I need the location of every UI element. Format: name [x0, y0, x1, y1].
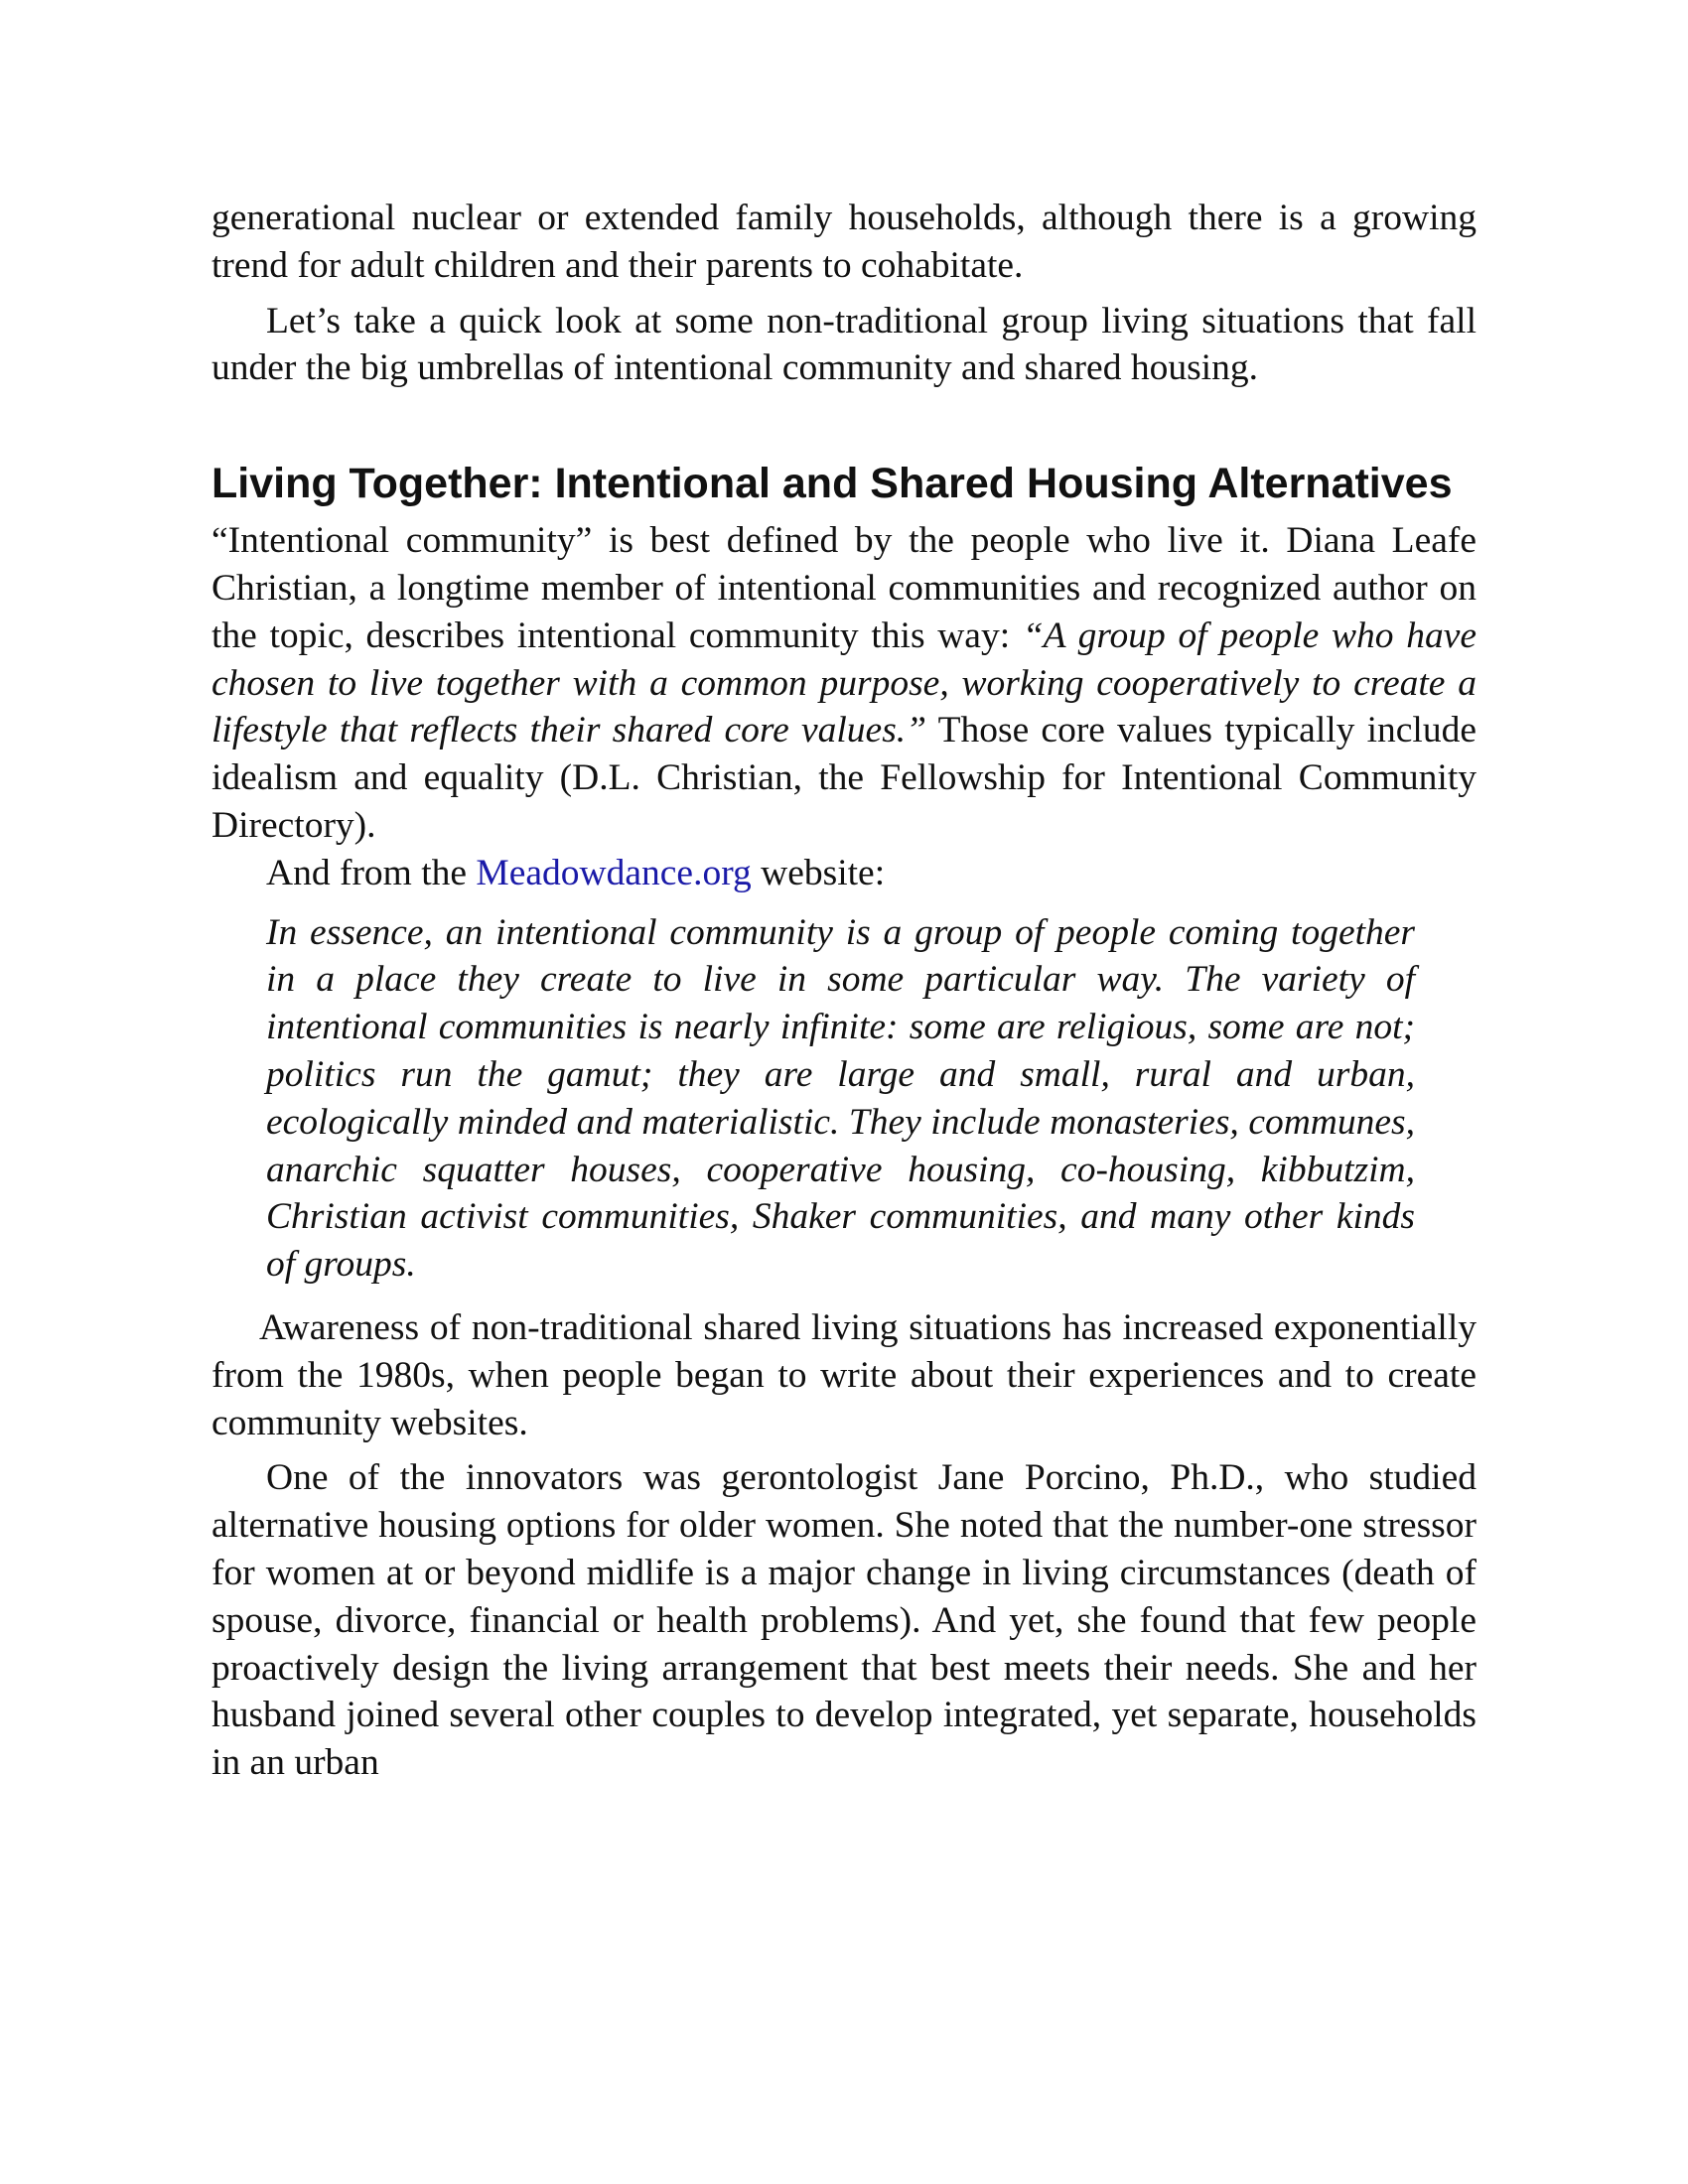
definition-lead: “Intentional community” is best defined by the people who live it. Diana Leafe Christian, a longtime member of intentional communities and recognized author on the topic, describes intentional community this way:	[211, 520, 1477, 656]
meadowdance-blockquote: In essence, an intentional community is a group of people coming together in a place they create to live in some particular way. The variety of intentional communities is nearly infinite: some are religious, some are not; politics run the gamut; they are large and small, rural and urban, ecologically minded and materialistic. They include monasteries, communes, anarchic squatter houses, cooperative housing, co-housing, kibbutzim, Christian activist communities, Shaker communities, and many other kinds of groups.	[266, 911, 1415, 1286]
innovators-paragraph: One of the innovators was gerontologist Jane Porcino, Ph.D., who studied alternative housing options for older women. She noted that the number-one stressor for women at or beyond midlife is a major change in living circumstances (death of spouse, divorce, financial or health problems). And yet, she found that few people proactively design the living arrangement that best meets their needs. She and her husband joined several other couples to develop integrated, yet separate, households in an urban	[211, 1457, 1477, 1784]
intro-paragraph: Let’s take a quick look at some non-traditional group living situations that fall under the big umbrellas of intentional community and shared housing.	[211, 300, 1477, 389]
section-heading: Living Together: Intentional and Shared Housing Alternatives	[211, 460, 1453, 508]
document-page	[211, 195, 1477, 1787]
website-intro-after: website:	[751, 852, 886, 893]
definition-tail: Those core values typically include idealism and equality (D.L. Christian, the Fellowship for Intentional Community Directory).	[211, 710, 1477, 846]
definition-paragraph	[211, 517, 1477, 850]
christian-quote: “A group of people who have chosen to live together with a common purpose, working cooperatively to create a lifestyle that reflects their shared core values.”	[211, 614, 1477, 751]
continuation-paragraph: generational nuclear or extended family households, although there is a growing trend for adult children and their parents to cohabitate.	[211, 198, 1477, 286]
website-intro-before: And from the	[266, 852, 477, 893]
website-intro-paragraph	[211, 850, 1477, 897]
awareness-paragraph: Awareness of non-traditional shared living situations has increased exponentially from the 1980s, when people began to write about their experiences and to create community websites.	[211, 1306, 1477, 1443]
meadowdance-link[interactable]: Meadowdance.org	[476, 852, 752, 893]
